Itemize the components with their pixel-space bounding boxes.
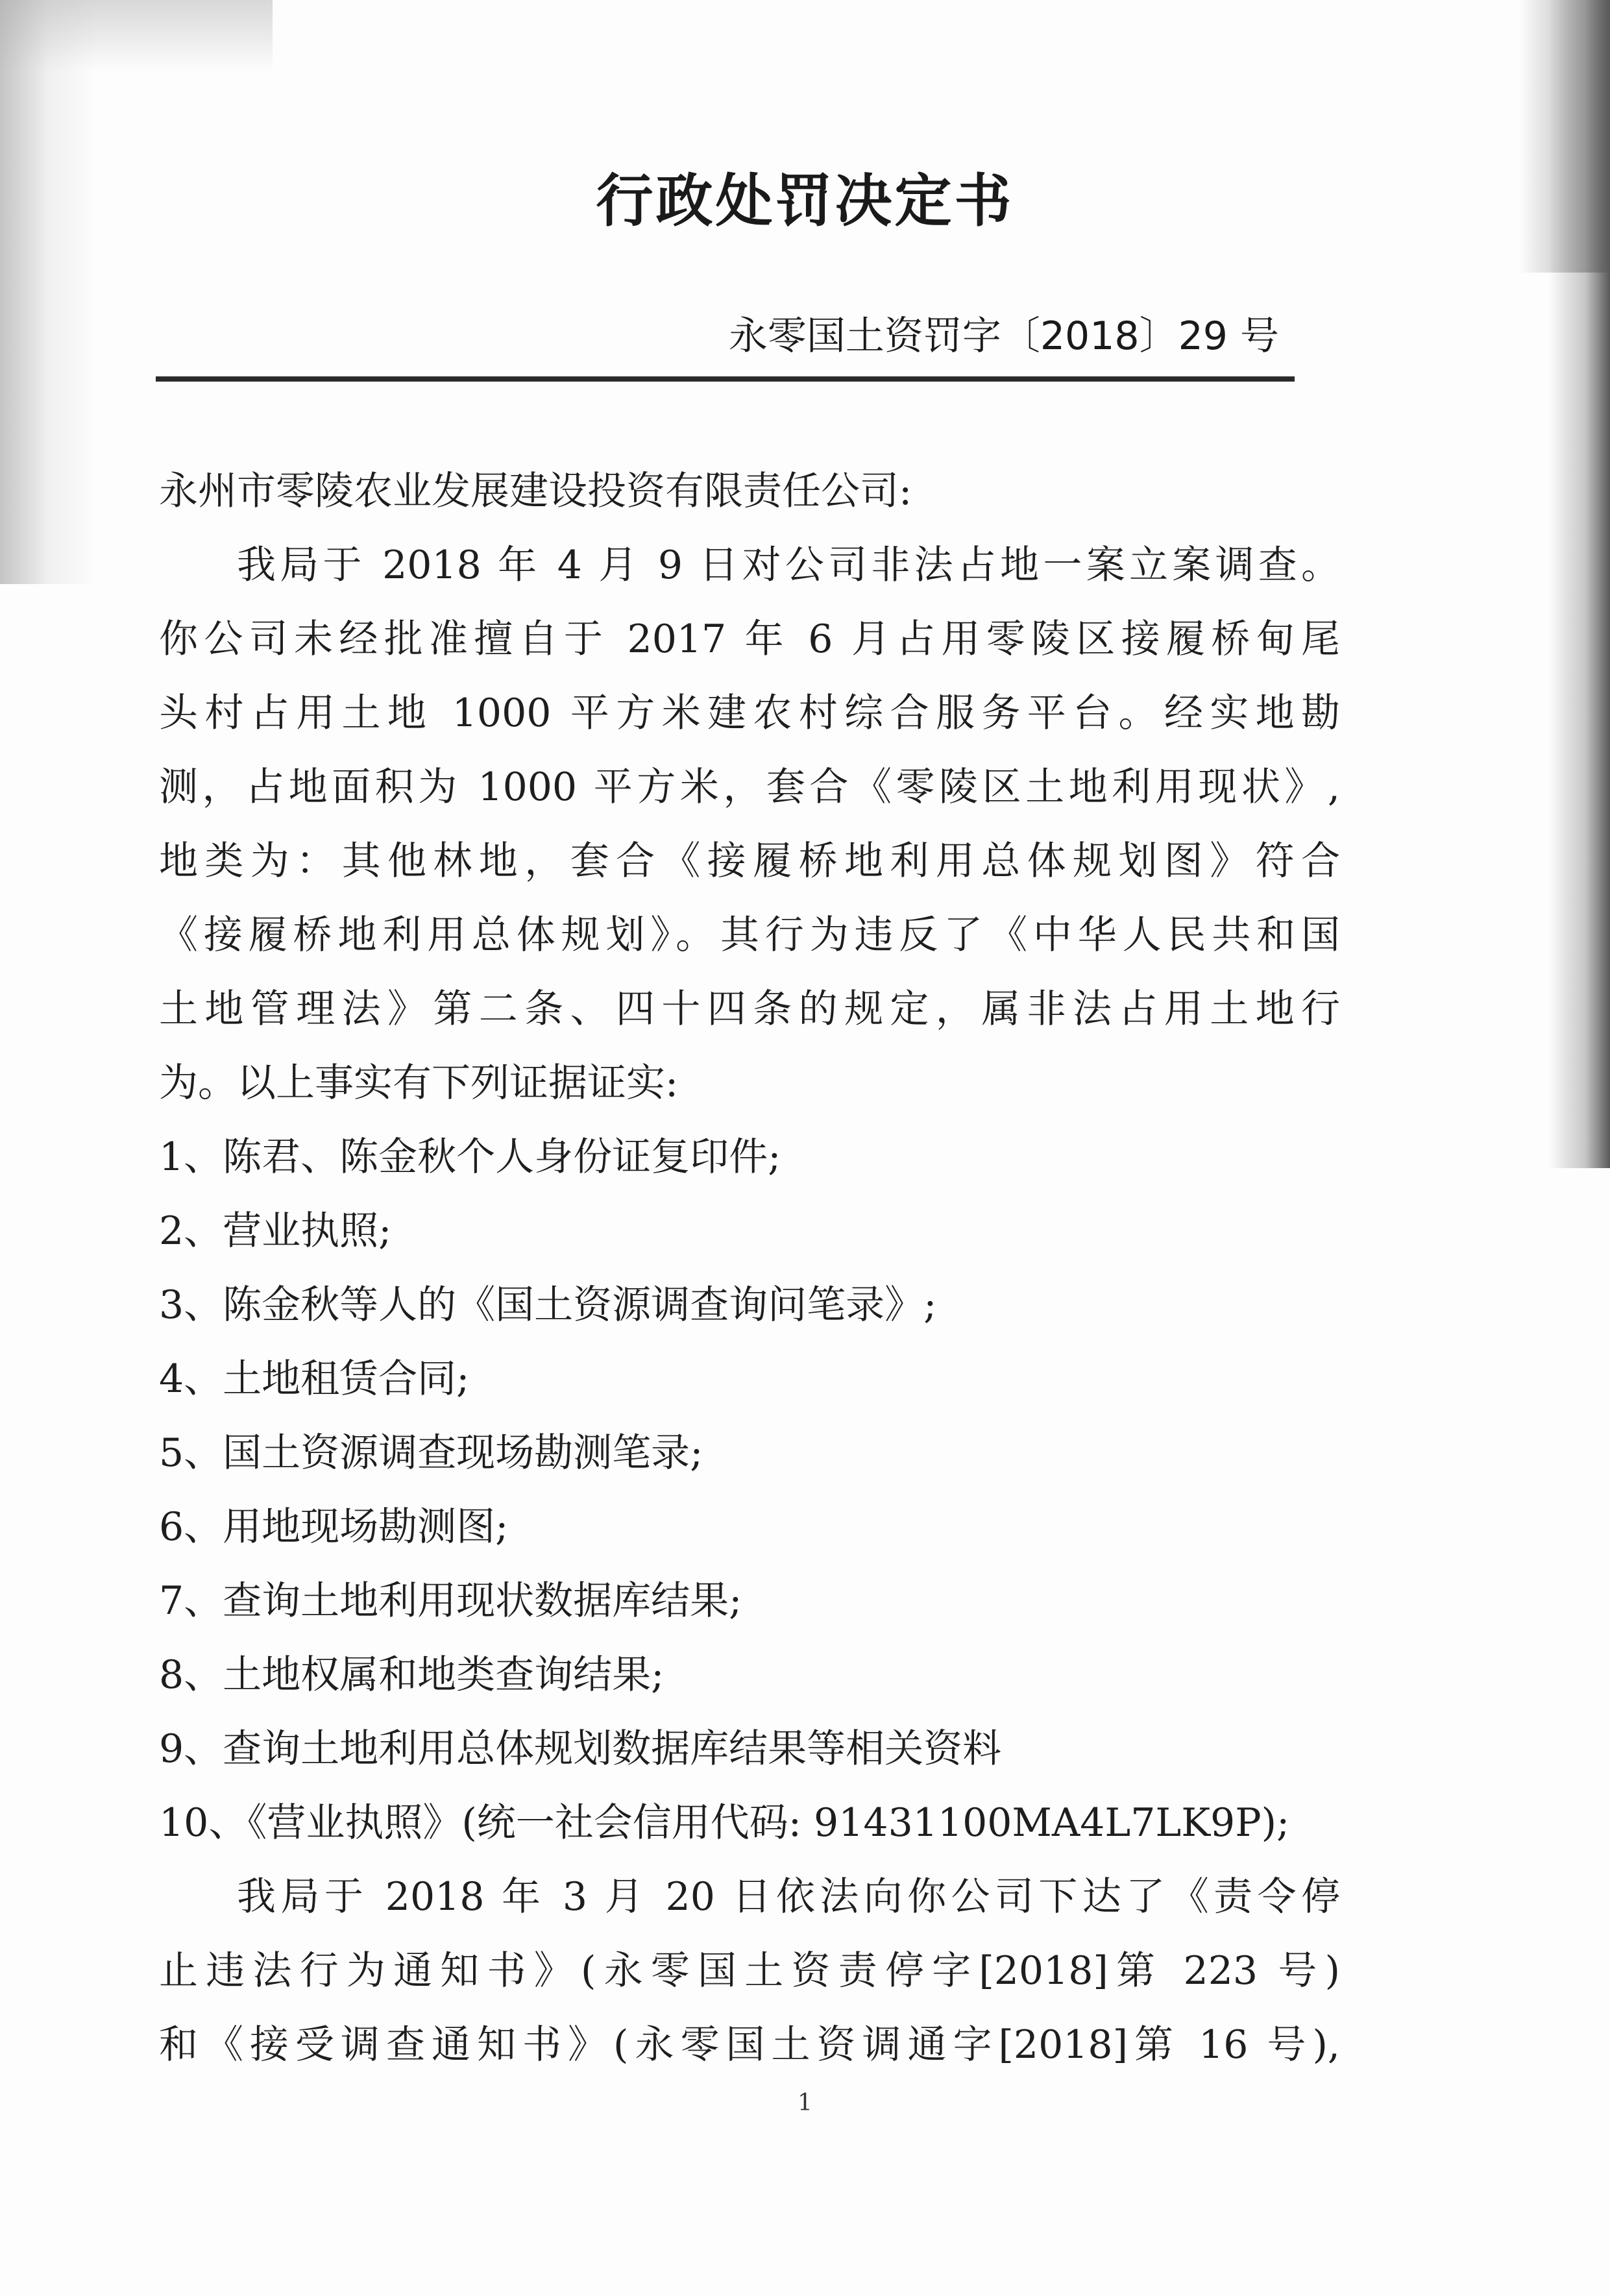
document-title: 行政处罚决定书 (596, 167, 1014, 234)
document-number: 永零国土资罚字〔2018〕29 号 (728, 313, 1279, 359)
paragraph-line: 我局于 2018 年 4 月 9 日对公司非法占地一案立案调查。 (237, 543, 1340, 588)
page-number: 1 (798, 2090, 812, 2116)
evidence-item: 1、陈君、陈金秋个人身份证复印件; (159, 1134, 781, 1180)
paragraph-line: 头村占用土地 1000 平方米建农村综合服务平台。经实地勘 (159, 690, 1340, 736)
paragraph-line: 为。以上事实有下列证据证实: (159, 1060, 679, 1106)
paragraph-line: 止违法行为通知书》(永零国土资责停字[2018]第 223 号) (159, 1948, 1340, 1994)
scan-shadow-left (0, 0, 97, 584)
evidence-item: 4、土地租赁合同; (159, 1356, 470, 1402)
header-rule (156, 376, 1295, 382)
evidence-item: 10、《营业执照》(统一社会信用代码: 91431100MA4L7LK9P); (159, 1800, 1290, 1846)
evidence-item: 3、陈金秋等人的《国土资源调查询问笔录》; (159, 1282, 937, 1328)
evidence-item: 9、查询土地利用总体规划数据库结果等相关资料 (159, 1726, 1002, 1772)
evidence-item: 5、国土资源调查现场勘测笔录; (159, 1430, 703, 1476)
evidence-item: 2、营业执照; (159, 1208, 392, 1254)
evidence-item: 7、查询土地利用现状数据库结果; (159, 1578, 742, 1624)
scan-shadow-top (0, 0, 273, 71)
addressee: 永州市零陵农业发展建设投资有限责任公司: (159, 469, 912, 514)
document-body (159, 454, 1340, 2082)
paragraph-line: 《接履桥地利用总体规划》。其行为违反了《中华人民共和国 (159, 912, 1340, 958)
evidence-item: 8、土地权属和地类查询结果; (159, 1652, 665, 1698)
paragraph-line: 地类为：其他林地，套合《接履桥地利用总体规划图》符合 (159, 838, 1340, 884)
evidence-item: 6、用地现场勘测图; (159, 1504, 509, 1550)
paragraph-line: 我局于 2018 年 3 月 20 日依法向你公司下达了《责令停 (237, 1874, 1340, 1920)
paragraph-line: 测，占地面积为 1000 平方米，套合《零陵区土地利用现状》, (159, 764, 1340, 810)
paragraph-line: 你公司未经批准擅自于 2017 年 6 月占用零陵区接履桥甸尾 (159, 617, 1340, 662)
paragraph-line: 和《接受调查通知书》(永零国土资调通字[2018]第 16 号), (159, 2022, 1340, 2068)
paragraph-line: 土地管理法》第二条、四十四条的规定，属非法占用土地行 (159, 986, 1340, 1032)
